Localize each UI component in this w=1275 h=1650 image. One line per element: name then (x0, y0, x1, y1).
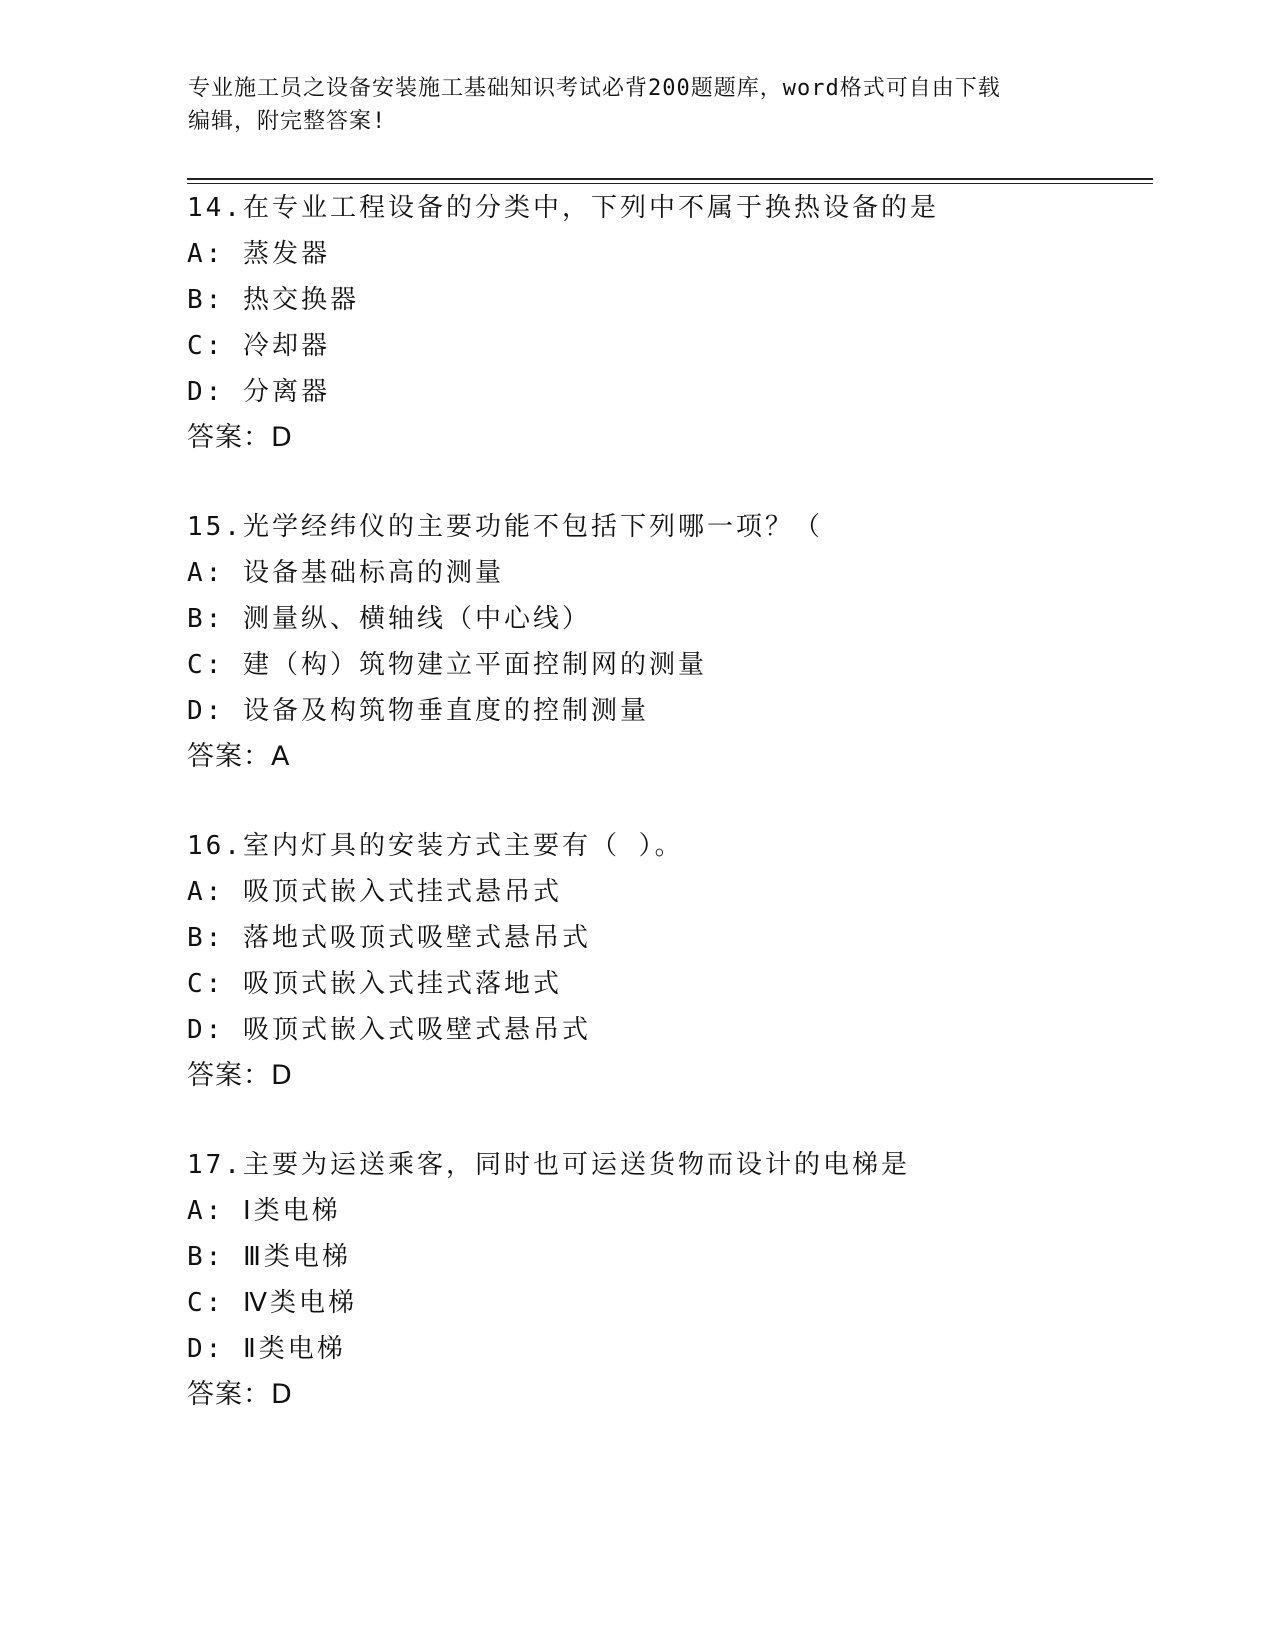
option-c: C: 建（构）筑物建立平面控制网的测量 (187, 650, 707, 680)
question-stem: 17.主要为运送乘客，同时也可运送货物而设计的电梯是 (187, 1150, 910, 1180)
option-b: B: 落地式吸顶式吸壁式悬吊式 (187, 923, 591, 953)
question-16 (187, 823, 1147, 1099)
option-a: A: 设备基础标高的测量 (187, 558, 504, 588)
question-17 (187, 1142, 1147, 1418)
header-line-2: 编辑，附完整答案! (188, 109, 387, 134)
answer-line: 答案：D (187, 422, 293, 453)
option-c: C: 吸顶式嵌入式挂式落地式 (187, 969, 562, 999)
option-b: B: Ⅲ类电梯 (187, 1242, 351, 1272)
header-divider-thick (187, 178, 1153, 180)
question-stem: 16.室内灯具的安装方式主要有（ ）。 (187, 831, 684, 861)
option-c: C: 冷却器 (187, 331, 330, 361)
option-a: A: Ⅰ类电梯 (187, 1196, 341, 1226)
option-d: D: 分离器 (187, 377, 330, 407)
option-a: A: 吸顶式嵌入式挂式悬吊式 (187, 877, 562, 907)
answer-line: 答案：D (187, 1060, 293, 1091)
option-c: C: Ⅳ类电梯 (187, 1288, 357, 1318)
option-d: D: 设备及构筑物垂直度的控制测量 (187, 696, 649, 726)
option-d: D: 吸顶式嵌入式吸壁式悬吊式 (187, 1015, 591, 1045)
document-header (188, 72, 1088, 138)
answer-line: 答案：A (187, 741, 291, 772)
question-stem: 15.光学经纬仪的主要功能不包括下列哪一项？（ (187, 512, 823, 542)
header-divider-thin (187, 183, 1153, 184)
option-b: B: 热交换器 (187, 285, 359, 315)
option-a: A: 蒸发器 (187, 239, 330, 269)
question-15 (187, 504, 1147, 780)
answer-line: 答案：D (187, 1379, 293, 1410)
option-b: B: 测量纵、横轴线（中心线） (187, 604, 591, 634)
question-14 (187, 185, 1147, 461)
question-stem: 14.在专业工程设备的分类中，下列中不属于换热设备的是 (187, 193, 939, 223)
option-d: D: Ⅱ类电梯 (187, 1334, 346, 1364)
header-line-1: 专业施工员之设备安装施工基础知识考试必背200题题库，word格式可自由下载 (188, 76, 1001, 101)
